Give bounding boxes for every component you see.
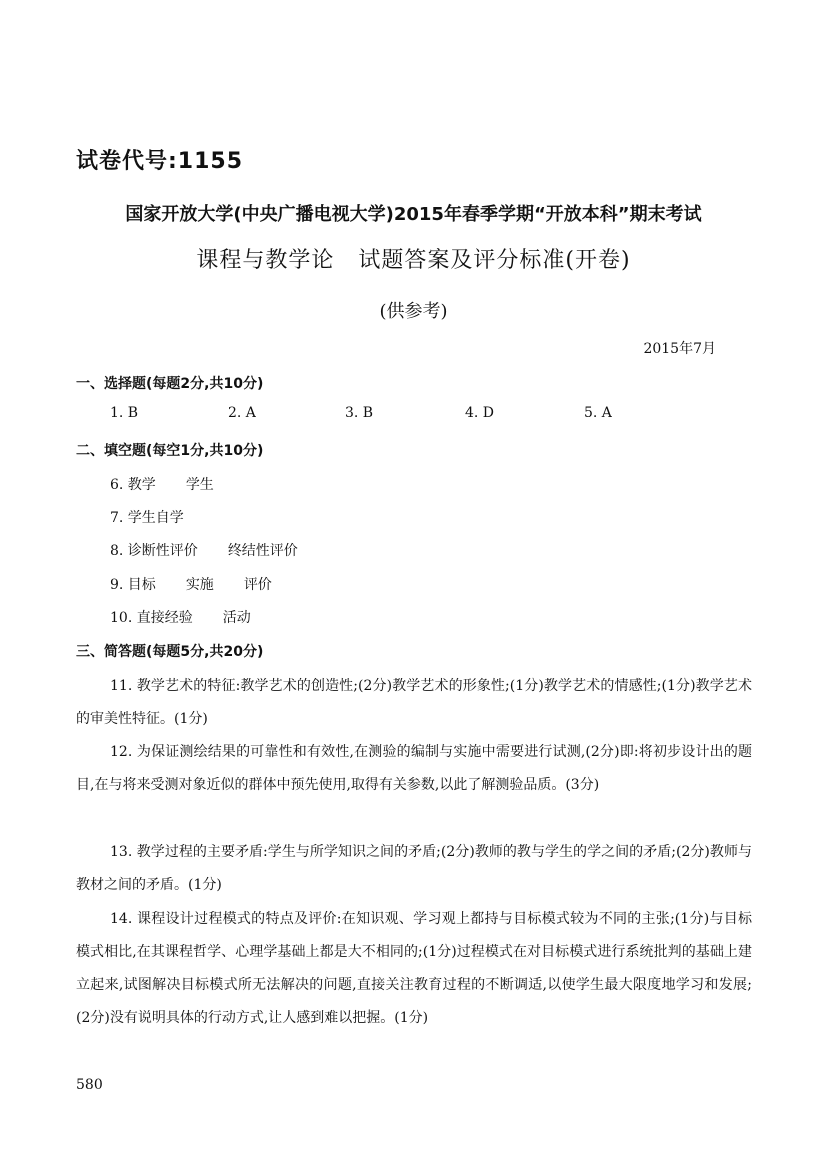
fill-blank: 活动 xyxy=(222,610,251,626)
fill-blank: 9. 目标 xyxy=(110,577,156,593)
exam-date: 2015年7月 xyxy=(643,341,716,357)
choice-answer: 1. B xyxy=(110,405,139,421)
fill-blank: 终结性评价 xyxy=(227,543,298,559)
section-2-heading: 二、填空题(每空1分,共10分) xyxy=(76,443,264,459)
fill-blank: 10. 直接经验 xyxy=(110,610,193,626)
fill-answer-8 xyxy=(110,540,328,560)
course-title: 课程与教学论 试题答案及评分标准(开卷) xyxy=(196,248,631,273)
section-3-heading: 三、简答题(每题5分,共20分) xyxy=(76,644,264,660)
choice-answer: 5. A xyxy=(584,405,612,421)
short-answer-11: 11. 教学艺术的特征:教学艺术的创造性;(2分)教学艺术的形象性;(1分)教学艺术的情感性;(1分)教学艺术的审美性特征。(1分) xyxy=(76,678,752,727)
fill-answer-9 xyxy=(110,574,302,594)
fill-blank: 6. 教学 xyxy=(110,477,156,493)
section-1-heading: 一、选择题(每题2分,共10分) xyxy=(76,376,264,392)
choice-answer: 2. A xyxy=(228,405,256,421)
fill-answer-10 xyxy=(110,607,281,627)
fill-blank: 评价 xyxy=(243,577,272,593)
fill-blank: 7. 学生自学 xyxy=(110,510,184,526)
choice-answer: 4. D xyxy=(465,405,495,421)
exam-code: 试卷代号:1155 xyxy=(76,149,244,174)
fill-answer-6 xyxy=(110,474,244,494)
short-answer-13: 13. 教学过程的主要矛盾:学生与所学知识之间的矛盾;(2分)教师的教与学生的学之间的矛盾;(2分)教师与教材之间的矛盾。(1分) xyxy=(76,844,752,893)
short-answer-12: 12. 为保证测绘结果的可靠性和有效性,在测验的编制与实施中需要进行试测,(2分)即:将初步设计出的题目,在与将来受测对象近似的群体中预先使用,取得有关参数,以此了解测验品质。(3分) xyxy=(76,744,752,793)
fill-blank: 实施 xyxy=(185,577,214,593)
choice-answer: 3. B xyxy=(345,405,374,421)
fill-blank: 学生 xyxy=(185,477,214,493)
reference-note: (供参考) xyxy=(379,301,448,322)
page-number: 580 xyxy=(76,1077,103,1093)
short-answer-14: 14. 课程设计过程模式的特点及评价:在知识观、学习观上都持与目标模式较为不同的主张;(1分)与目标模式相比,在其课程哲学、心理学基础上都是大不相同的;(1分)过程模式在对目标模式进行系统批判的基础上建立起来,试图解决目标模式所无法解决的问题,直接关注教育过程的不断调适,以使学生最大限度地学习和发展;(2分)没有说明具体的行动方式,让人感到难以把握。(1分) xyxy=(76,911,752,1026)
fill-blank: 8. 诊断性评价 xyxy=(110,543,198,559)
institution-title: 国家开放大学(中央广播电视大学)2015年春季学期“开放本科”期末考试 xyxy=(125,204,702,225)
fill-answer-7 xyxy=(110,507,214,527)
